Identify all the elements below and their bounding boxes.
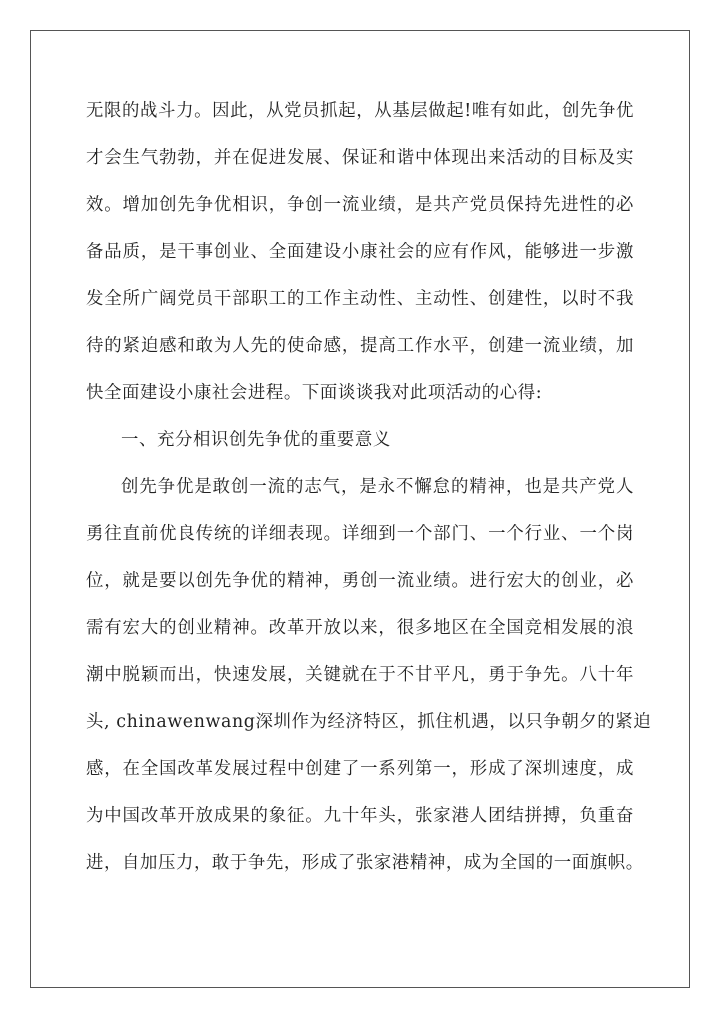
paragraph-line: 头, chinawenwang深圳作为经济特区，抓住机遇，以只争朝夕的紧迫 (86, 712, 652, 732)
paragraph-line: 潮中脱颖而出，快速发展，关键就在于不甘平凡，勇于争先。八十年 (86, 665, 634, 685)
paragraph-line: 待的紧迫感和敢为人先的使命感，提高工作水平，创建一流业绩，加 (86, 336, 634, 356)
paragraph-line: 感，在全国改革发展过程中创建了一系列第一，形成了深圳速度，成 (86, 759, 634, 779)
paragraph-line: 创先争优是敢创一流的志气，是永不懈怠的精神，也是共产党人 (121, 477, 634, 497)
document-body (86, 88, 652, 887)
paragraph-line: 发全所广阔党员干部职工的工作主动性、主动性、创建性，以时不我 (86, 289, 634, 309)
paragraph-line: 才会生气勃勃，并在促进发展、保证和谐中体现出来活动的目标及实 (86, 148, 634, 168)
section-heading: 一、充分相识创先争优的重要意义 (121, 430, 391, 450)
paragraph-line: 效。增加创先争优相识，争创一流业绩，是共产党员保持先进性的必 (86, 195, 634, 215)
paragraph-line: 无限的战斗力。因此，从党员抓起，从基层做起!唯有如此，创先争优 (86, 101, 634, 121)
paragraph-line: 为中国改革开放成果的象征。九十年头，张家港人团结拼搏，负重奋 (86, 806, 634, 826)
paragraph-line: 需有宏大的创业精神。改革开放以来，很多地区在全国竞相发展的浪 (86, 618, 634, 638)
paragraph-line: 位，就是要以创先争优的精神，勇创一流业绩。进行宏大的创业，必 (86, 571, 634, 591)
paragraph-line: 快全面建设小康社会进程。下面谈谈我对此项活动的心得: (86, 383, 543, 403)
paragraph-line: 勇往直前优良传统的详细表现。详细到一个部门、一个行业、一个岗 (86, 524, 634, 544)
paragraph-line: 进，自加压力，敢于争先，形成了张家港精神，成为全国的一面旗帜。 (86, 853, 644, 873)
paragraph-line: 备品质，是干事创业、全面建设小康社会的应有作风，能够进一步激 (86, 242, 634, 262)
